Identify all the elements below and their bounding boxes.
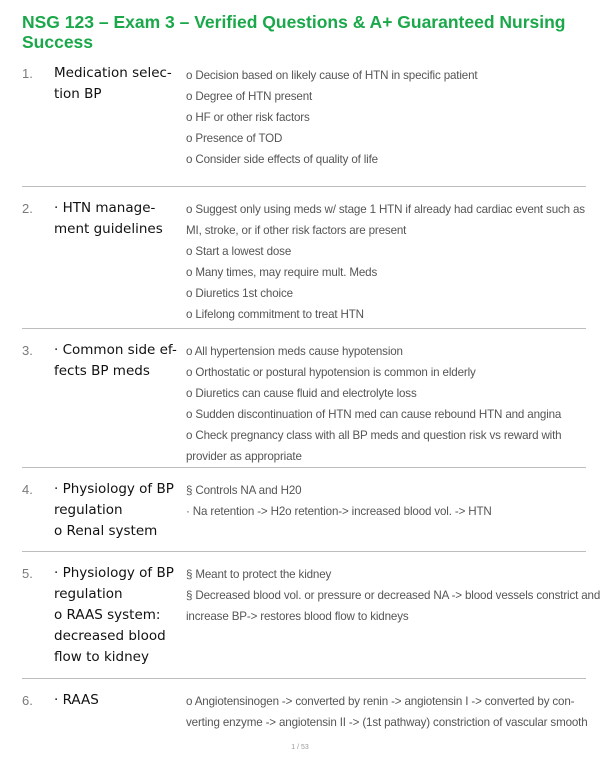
row-number: 2. — [22, 201, 33, 216]
definition-line: o Sudden discontinuation of HTN med can cause rebound HTN and angina — [186, 408, 562, 421]
document-title — [22, 12, 582, 52]
page-indicator: 1 / 53 — [291, 744, 309, 751]
definition-line: o Many times, may require mult. Meds — [186, 266, 378, 279]
flashcard-row — [22, 468, 586, 552]
row-definition — [186, 341, 584, 467]
definition-line: · Na retention -> H2o retention-> increased blood vol. -> HTN — [186, 505, 492, 518]
row-definition — [186, 480, 584, 522]
definition-line: o Consider side effects of quality of life — [186, 153, 378, 166]
definition-line: o Suggest only using meds w/ stage 1 HTN if already had cardiac event such as — [186, 203, 585, 216]
definition-line: o Degree of HTN present — [186, 90, 313, 103]
row-definition — [186, 65, 584, 170]
definition-line: o Angiotensinogen -> converted by renin -> angiotensin I -> converted by con- — [186, 695, 575, 708]
flashcard-list — [22, 60, 600, 741]
row-number: 5. — [22, 566, 33, 581]
definition-line: verting enzyme -> angiotensin II -> (1st pathway) constriction of vascular smooth — [186, 716, 588, 729]
title-line-2: Success — [22, 32, 94, 52]
definition-line: increase BP-> restores blood flow to kidneys — [186, 610, 409, 623]
definition-line: o All hypertension meds cause hypotension — [186, 345, 403, 358]
definition-line: MI, stroke, or if other risk factors are present — [186, 224, 407, 237]
definition-line: § Meant to protect the kidney — [186, 568, 332, 581]
definition-line: § Controls NA and H20 — [186, 484, 302, 497]
flashcard-row — [22, 329, 586, 468]
flashcard-row — [22, 60, 586, 187]
definition-line: provider as appropriate — [186, 450, 302, 463]
definition-line: o Decision based on likely cause of HTN in specific patient — [186, 69, 478, 82]
flashcard-row — [22, 679, 586, 741]
definition-line: § Decreased blood vol. or pressure or decreased NA -> blood vessels constrict and — [186, 589, 600, 602]
row-definition — [186, 691, 588, 733]
flashcard-row — [22, 552, 600, 679]
definition-line: o Start a lowest dose — [186, 245, 292, 258]
row-term: · Physiology of BP regulation o RAAS system: decreased blood flow to kidney — [54, 565, 174, 665]
row-term: · Common side ef- fects BP meds — [54, 342, 177, 379]
row-term: · Physiology of BP regulation o Renal system — [54, 481, 174, 539]
row-number: 4. — [22, 482, 33, 497]
row-term: Medication selec- tion BP — [54, 65, 172, 102]
row-term: · RAAS — [54, 692, 99, 708]
row-term: · HTN manage- ment guidelines — [54, 200, 163, 237]
definition-line: o Diuretics 1st choice — [186, 287, 293, 300]
definition-line: o Orthostatic or postural hypotension is common in elderly — [186, 366, 476, 379]
definition-line: o Presence of TOD — [186, 132, 283, 145]
row-number: 6. — [22, 693, 33, 708]
definition-line: o Lifelong commitment to treat HTN — [186, 308, 364, 321]
row-number: 3. — [22, 343, 33, 358]
row-definition — [186, 564, 600, 627]
definition-line: o Diuretics can cause fluid and electrolyte loss — [186, 387, 417, 400]
definition-line: o Check pregnancy class with all BP meds and question risk vs reward with — [186, 429, 562, 442]
flashcard-row — [22, 187, 586, 329]
definition-line: o HF or other risk factors — [186, 111, 310, 124]
title-line-1: NSG 123 – Exam 3 – Verified Questions & A+ Guaranteed Nursing — [22, 12, 566, 32]
row-number: 1. — [22, 66, 33, 81]
row-definition — [186, 199, 584, 325]
